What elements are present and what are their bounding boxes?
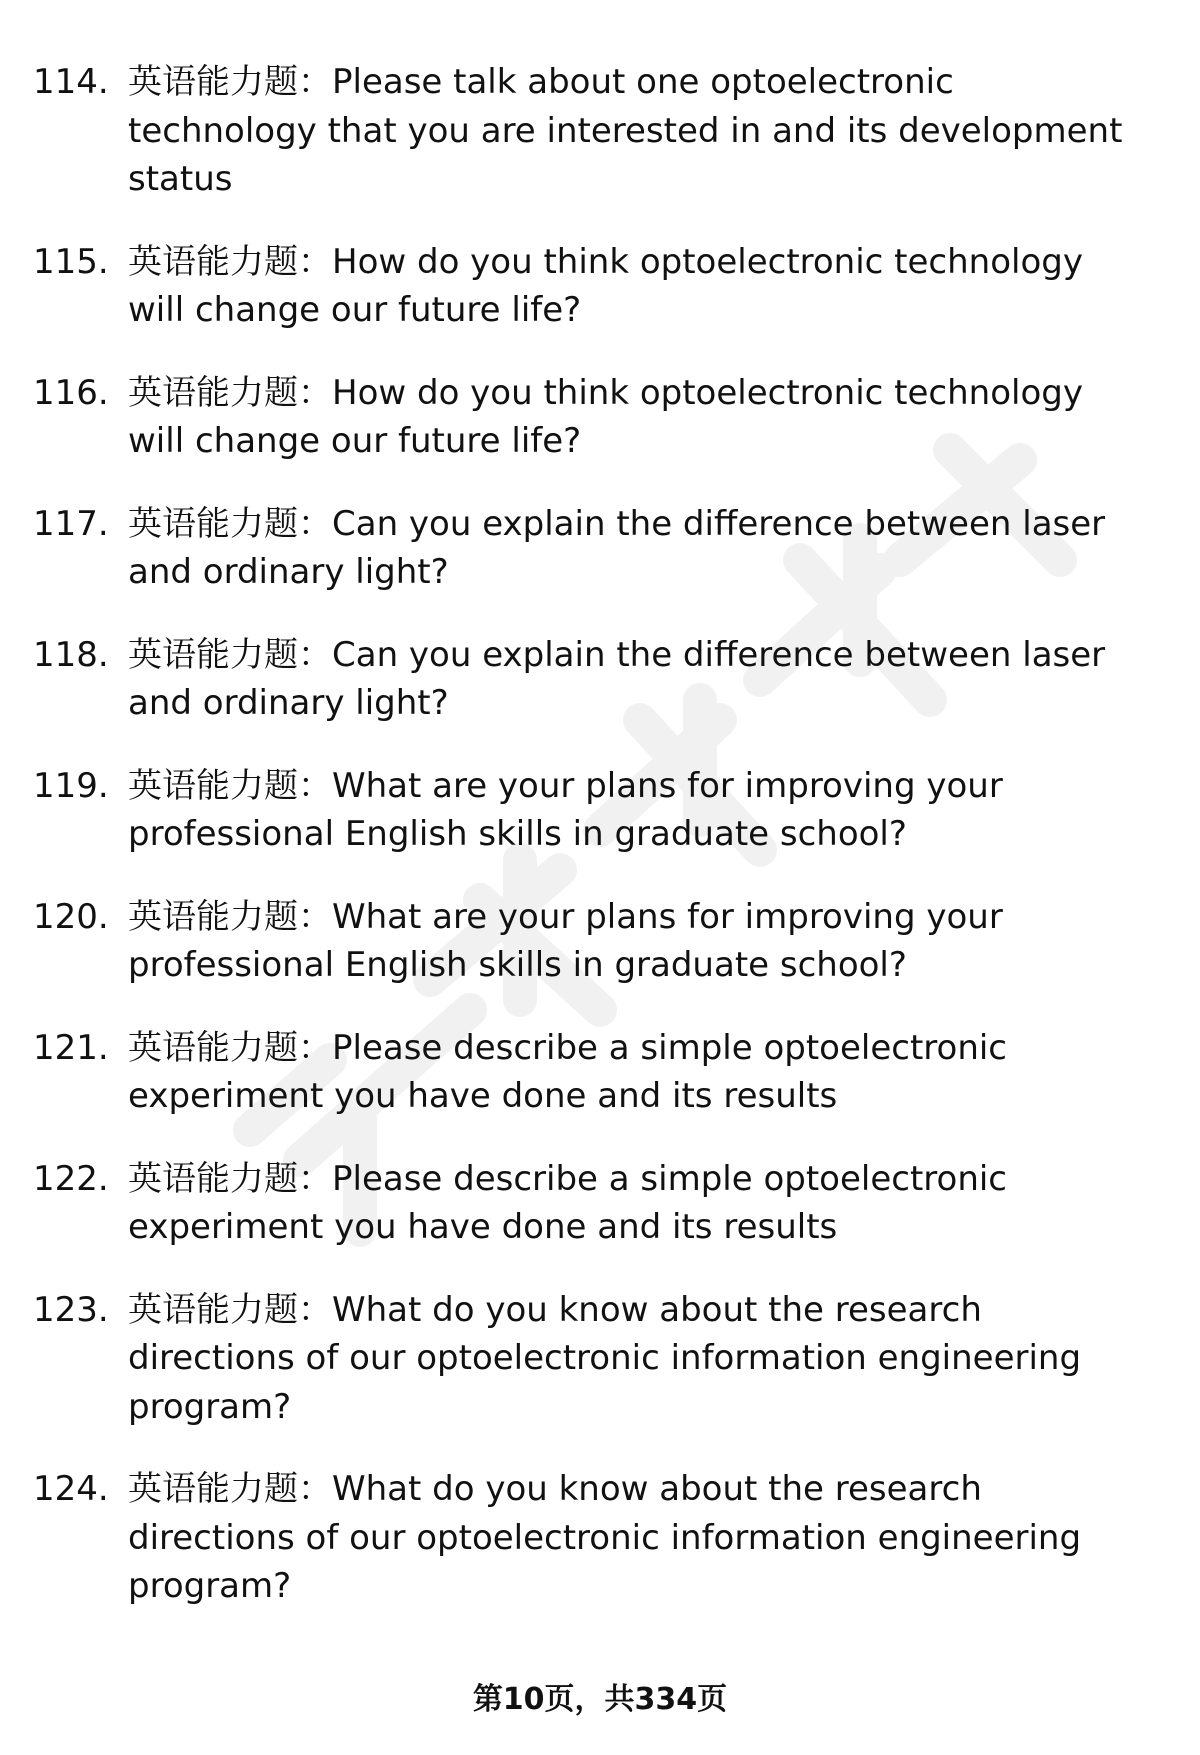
question-number: 124.	[33, 1469, 109, 1509]
question-number: 121.	[33, 1027, 109, 1068]
question-tag: 英语能力题：	[128, 896, 332, 937]
question-text: What do you know about the research directions of our optoelectronic information engineering program?	[128, 1469, 1082, 1606]
question-text: What are your plans for improving your professional English skills in graduate school?	[128, 896, 1003, 985]
question-item	[0, 762, 1200, 859]
question-tag: 英语能力题：	[128, 372, 332, 413]
question-text: What do you know about the research directions of our optoelectronic information engineering program?	[128, 1289, 1082, 1427]
question-item	[0, 631, 1200, 728]
question-text: How do you think optoelectronic technology will change our future life?	[128, 241, 1083, 330]
question-number: 114.	[33, 62, 109, 102]
question-item	[0, 58, 1200, 204]
question-text: Can you explain the difference between laser and ordinary light?	[128, 503, 1106, 592]
page-footer: 第10页，共334页	[472, 1682, 728, 1717]
question-number: 122.	[33, 1158, 109, 1199]
question-tag: 英语能力题：	[128, 1469, 332, 1509]
question-text: Please describe a simple optoelectronic experiment you have done and its results	[128, 1027, 1008, 1116]
question-tag: 英语能力题：	[128, 62, 332, 102]
question-tag: 英语能力题：	[128, 765, 332, 806]
question-tag: 英语能力题：	[128, 503, 332, 544]
question-tag: 英语能力题：	[128, 1027, 332, 1068]
question-item	[0, 893, 1200, 990]
question-tag: 英语能力题：	[128, 634, 332, 675]
question-text: How do you think optoelectronic technology will change our future life?	[128, 372, 1083, 461]
question-number: 115.	[33, 241, 109, 282]
question-number: 123.	[33, 1289, 109, 1330]
question-tag: 英语能力题：	[128, 1289, 332, 1330]
question-item	[0, 1155, 1200, 1252]
question-text: Please describe a simple optoelectronic experiment you have done and its results	[128, 1158, 1008, 1247]
question-tag: 英语能力题：	[128, 1158, 332, 1199]
question-item	[0, 369, 1200, 466]
question-number: 118.	[33, 634, 109, 675]
question-number: 116.	[33, 372, 109, 413]
question-item	[0, 500, 1200, 597]
question-number: 120.	[33, 896, 109, 937]
question-item	[0, 1286, 1200, 1432]
question-item	[0, 1024, 1200, 1121]
question-text: What are your plans for improving your professional English skills in graduate school?	[128, 765, 1003, 854]
question-item	[0, 238, 1200, 335]
question-list	[0, 58, 1200, 1645]
question-number: 117.	[33, 503, 109, 544]
question-item	[0, 1465, 1200, 1611]
question-number: 119.	[33, 765, 109, 806]
question-text: Please talk about one optoelectronic technology that you are interested in and its development status	[128, 62, 1123, 199]
question-text: Can you explain the difference between laser and ordinary light?	[128, 634, 1106, 723]
question-tag: 英语能力题：	[128, 241, 332, 282]
